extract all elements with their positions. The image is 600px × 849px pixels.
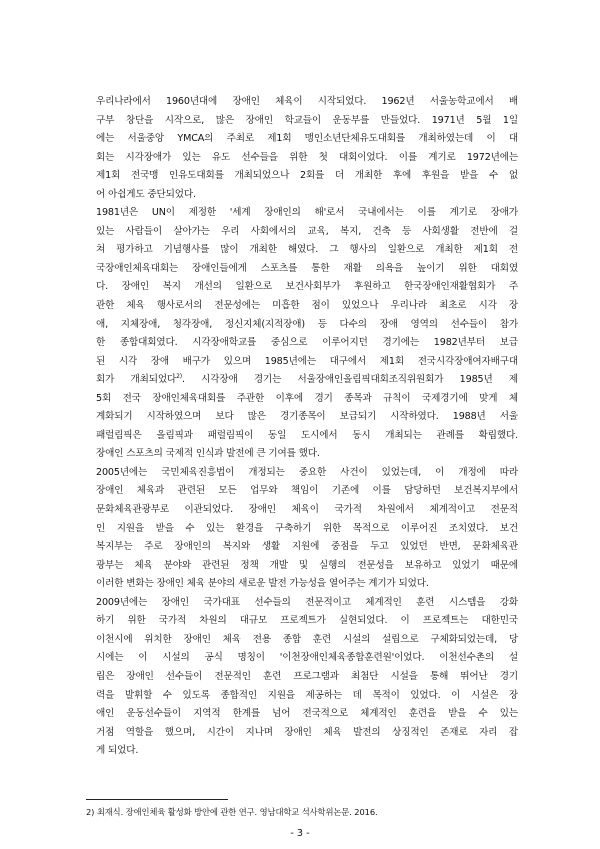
text-line: 이천시에 위치한 장애인 체육 전용 종합 훈련 시설의 설립으로 구체화되었는데, 당 [96, 633, 518, 645]
text-line: 게 되었다. [96, 745, 139, 757]
text-line: 어 아쉽게도 중단되었다. [96, 188, 196, 200]
footnote: 2) 최재식. 장애인체육 활성화 방안에 관한 연구. 영남대학교 석사학위논문. 2016. [86, 807, 378, 817]
text-line: 2005년에는 국민체육진흥법이 개정되는 중요한 사건이 있었는데, 이 개정에 따라 [96, 466, 518, 478]
text-line: 력을 발휘할 수 있도록 종합적인 지원을 제공하는 데 목적이 있었다. 이 시설은 장 [96, 689, 518, 701]
text-line: 회가 개최되었다$^{2)}$. 시각장애 경기는 서울장애인올림픽대회조직위원회가 1985년 제 [96, 373, 518, 386]
body-text [86, 93, 518, 761]
text-line: 있는 사람들이 살아가는 우리 사회에서의 교육, 복지, 건축 등 사회생활 전반에 걸 [96, 225, 518, 237]
text-line: 우리나라에서 1960년대에 장애인 체육이 시작되었다. 1962년 서울농학교에서 배 [96, 96, 518, 107]
text-line: 문화체육관광부로 이관되었다. 장애인 체육이 국가적 차원에서 체계적이고 전문적 [96, 504, 518, 516]
text-line: 국장애인체육대회는 장애인들에게 스포츠를 통한 재활 의욕을 높이기 위한 대회였 [96, 262, 518, 274]
text-line: 장애인 스포츠의 국제적 인식과 발전에 큰 기여를 했다. [96, 448, 320, 460]
text-line: 시에는 이 시설의 공식 명칭이 '이천장애인체육종합훈련원'이었다. 이천선수촌의 설 [96, 652, 518, 664]
text-line: 다. 장애인 복지 개선의 일환으로 보건사회부가 후원하고 한국장애인재활협회가 주 [96, 281, 518, 293]
text-line: 애인 운동선수들이 지역적 한계를 넘어 전국적으로 체계적인 훈련을 받을 수 있는 [96, 708, 518, 720]
text-line: 된 시각 장애 배구가 있으며 1985년에는 대구에서 제1회 전국시각장애여자배구대 [96, 355, 518, 367]
text-line: 쳐 평가하고 기념행사를 많이 개최한 해였다. 그 행사의 일환으로 개최한 제1회 전 [96, 244, 518, 256]
text-line: 패럴림픽은 올림픽과 패럴림픽이 동일 도시에서 동시 개최되는 관례를 확립했다. [96, 429, 518, 441]
text-line: 관한 체육 행사로서의 전문성에는 미흡한 점이 있었으나 우리나라 최초로 시각 장 [96, 300, 518, 312]
text-line: 애, 지체장애, 청각장애, 정신지체(지적장애) 등 다수의 장애 영역의 선수들이 참가 [96, 318, 518, 330]
text-line: 인 지원을 받을 수 있는 환경을 구축하기 위한 목적으로 이루어진 조치였다. 보건 [96, 522, 518, 534]
footnote-marker: 2) [176, 373, 182, 381]
text-line: 회는 시각장애가 있는 유도 선수들을 위한 첫 대회이었다. 이를 계기로 1972년에는 [96, 151, 518, 163]
text-line: 1981년은 UN이 제정한 '세계 장애인의 해'로서 국내에서는 이를 계기로 장애가 [96, 207, 518, 219]
text-line: 이러한 변화는 장애인 체육 분야의 새로운 발전 가능성을 열어주는 계기가 되었다. [96, 578, 429, 590]
text-line: 립은 장애인 선수들이 전문적인 훈련 프로그램과 최첨단 시설을 통해 뛰어난 경기 [96, 670, 518, 682]
footnote-divider [86, 799, 228, 800]
page-number: - 3 - [290, 828, 310, 839]
text-line: 광부는 체육 분야와 관련된 정책 개발 및 실행의 전문성을 보유하고 있었기 때문에 [96, 559, 518, 571]
text-line: 장애인 체육과 관련된 모든 업무와 책임이 기존에 이를 담당하던 보건복지부에서 [96, 485, 518, 497]
text-line: 복지부는 주로 장애인의 복지와 생활 지원에 중점을 두고 있었던 반면, 문화체육관 [96, 541, 518, 553]
text-line: 제1회 전국맹 인유도대회를 개최되었으나 2회를 더 개최한 후에 후원을 받을 수 없 [96, 170, 518, 182]
text-line: 5회 전국 장애인체육대회를 주관한 이후에 경기 종목과 규칙이 국제경기에 맞게 체 [96, 392, 518, 404]
text-line: 계화되기 시작하였으며 보다 많은 경기종목이 보급되기 시작하였다. 1988년 서울 [96, 411, 518, 423]
text-line: 에는 서울중앙 YMCA의 주최로 제1회 맹인소년단체유도대회를 개최하였는데 이 대 [96, 133, 518, 145]
text-line: 한 종합대회였다. 시각장애학교를 중심으로 이루어지던 경기에는 1982년부터 보급 [96, 337, 518, 349]
paragraph [86, 594, 518, 761]
text-line: 거점 역할을 했으며, 시간이 지나며 장애인 체육 발전의 상징적인 존재로 자리 잡 [96, 726, 518, 738]
paragraph [86, 93, 518, 204]
paragraph [86, 464, 518, 594]
text-line: 구부 창단을 시작으로, 많은 장애인 학교들이 운동부를 만들었다. 1971년 5월 1일 [96, 114, 518, 126]
text-line: 하기 위한 국가적 차원의 대규모 프로젝트가 실현되었다. 이 프로젝트는 대한민국 [96, 615, 518, 627]
paragraph [86, 204, 518, 464]
text-line: 2009년에는 장애인 국가대표 선수들의 전문적이고 체계적인 훈련 시스템을 강화 [96, 596, 518, 608]
